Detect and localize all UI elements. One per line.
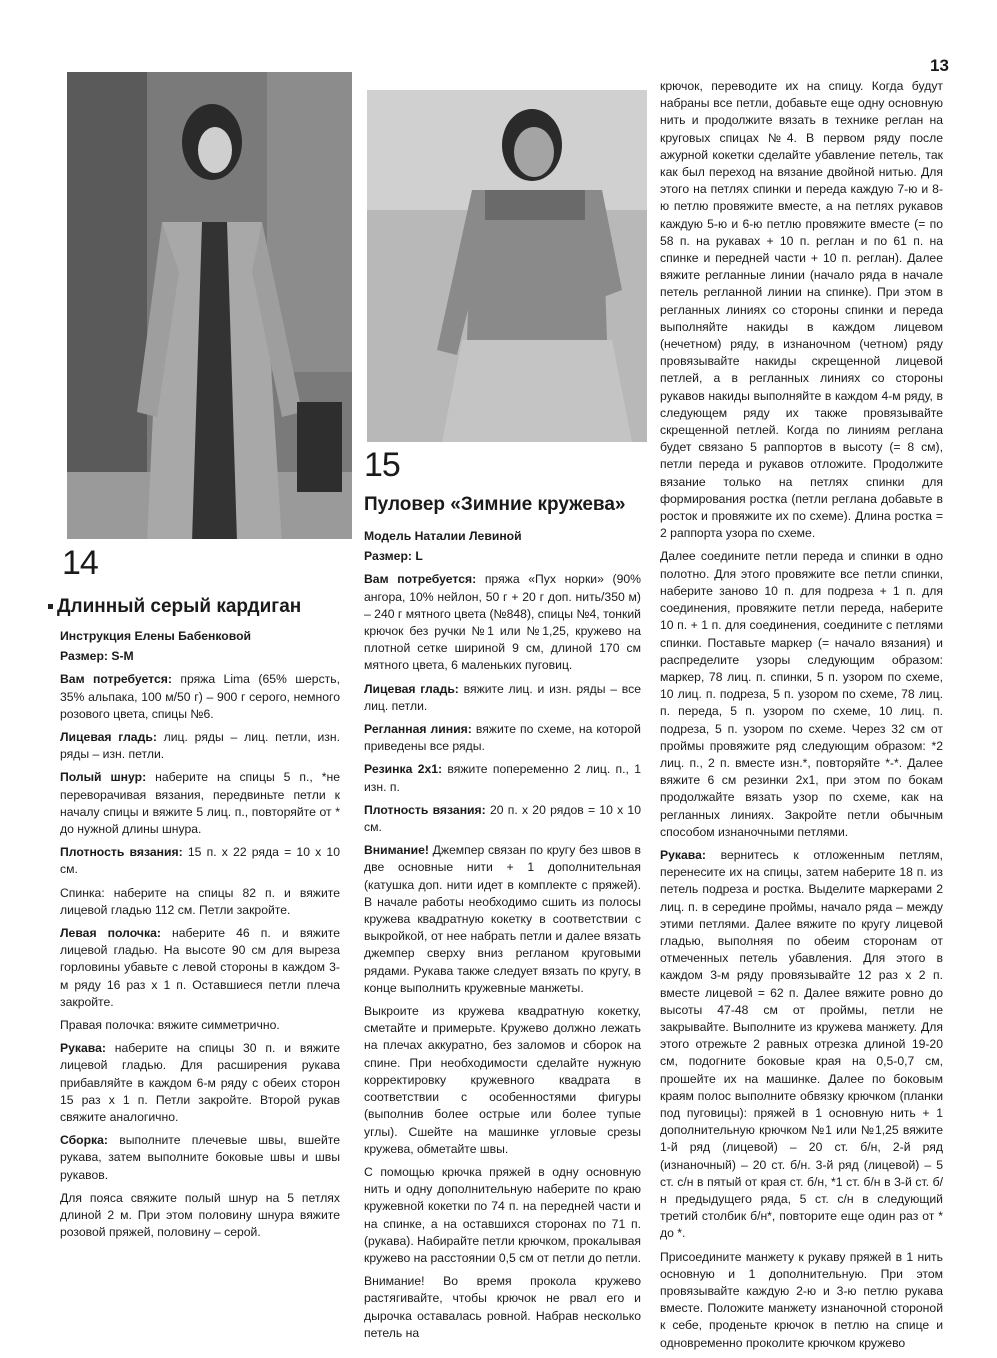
paragraph: Далее соедините петли переда и спинки в одно полотно. Для этого провяжите все петли спинки, наберите заново 10 п. для подреза + 1 п. для соединения, провяжите петли переда, наберите 10 п. + 1 п. для соединения, соедините с петлями спинки. Поставьте маркер (= начало вязания) и распределите узоры следующим образом: маркер, 78 лиц. п. спинки, 5 п. узором по схеме, 10 лиц. п. подреза, 5 п. узором по схеме, 78 лиц. п. переда, 5 п. узором по схеме, 10 лиц. п. подреза, 5 п. узором по схеме. Через 32 см от проймы провяжите ряд следующим образом: *2 лиц. п., 2 п. вместе изн.*, повторяйте *-*. Далее вяжите 6 см резинки 2х1, при этом по бокам продолжайте вязать узор по схеме, как на регланных линиях. Закройте петли обычным способом изнаночными петлями. xyxy=(660,549,943,839)
paragraph: Полый шнур: наберите на спицы 5 п., *не переворачивая вязания, передвиньте петли к началу спицы и вяжите 5 лиц. п., повторяйте от * до нужной длины шнура. xyxy=(60,770,340,837)
paragraph: Внимание! Во время прокола кружево растягивайте, чтобы крючок не рвал его и дырочка оставалась ровной. Набрав несколько петель на xyxy=(364,1274,641,1340)
model-14-author: Инструкция Елены Бабенковой xyxy=(60,629,252,643)
paragraph: Присоедините манжету к рукаву пряжей в 1 нить основную и 1 дополнительную. При этом провязывайте каждую 2-ю и 3-ю петлю рукава вместе. Положите манжету изнаночной стороной к себе, проденьте крючок в петлю на спице и одновременно проколите крючком кружево xyxy=(660,1249,943,1350)
paragraph: Выкроите из кружева квадратную кокетку, сметайте и примерьте. Кружево должно лежать на плечах аккуратно, без заломов и сборок на спине. При необходимости сделайте нужную корректировку кружевного квадрата в соответствии с особенностями фигуры (выполнив более острые или более тупые углы). Сшейте на машинке угловые срезы кружева, обметайте швы. xyxy=(364,1004,641,1156)
pullover-photo-image xyxy=(367,90,647,442)
model-14-number: 14 xyxy=(62,544,98,582)
model-15-instructions xyxy=(364,528,641,1348)
model-15-size: Размер: L xyxy=(364,549,423,564)
page-number: 13 xyxy=(930,56,949,75)
continued-instructions xyxy=(660,78,943,1358)
paragraph: С помощью крючка пряжей в одну основную нить и одну дополнительную наберите по краю кружевной кокетки по 74 п. на передней части и на спинке, а на оставшихся сторонах по 71 п. (рукава). Набирайте петли крючком, прокалывая кружево на расстоянии 0,5 см от петли до петли. xyxy=(364,1164,641,1265)
model-14-title xyxy=(48,596,301,618)
paragraph: Рукава: вернитесь к отложенным петлям, перенесите их на спицы, затем наберите 18 п. из петель подреза и ростка. Выделите маркерами 2 лиц. п. в середине проймы, начало ряда – между этими петлями. Далее вяжите по кругу лицевой гладью, выполняя по обеим сторонам от отмеченных петель убавления. Для этого в каждом 3-м ряду провязывайте 12 раз х 2 п. вместе лицевой = 62 п. Далее вяжите ровно до высоты 47-48 см от проймы, петли не закрывайте. Выполните из кружева манжету. Для этого отрежьте 2 равных отрезка длиной 19-20 см, подогните боковые края на 0,5-0,7 см, прошейте их на машинке. Далее по боковым краям полос выполните обвязку крючком (планки под пуговицы): пряжей в 1 основную нить + 1 дополнительную крючком №1 или №1,25 вяжите 1-й ряд (лицевой) – 20 ст. б/н, 2-й ряд (изнаночный) – 20 ст. б/н. 3-й ряд (лицевой) – 5 ст. с/н в пятый от края ст. б/н, *1 ст. б/н в 3-й ст. б/н предыдущего ряда, 5 ст. с/н в следующий третий столбик б/н*, повторите еще один раз от * до *. xyxy=(660,847,943,1241)
paragraph: Левая полочка: наберите 46 п. и вяжите лицевой гладью. На высоте 90 см для выреза горловины убавьте с левой стороны в каждом 3-м ряду 16 раз х 1 п. Оставшиеся петли плеча закройте. xyxy=(60,926,340,1009)
model-14-size: Размер: S-M xyxy=(60,649,134,664)
paragraph: Регланная линия: вяжите по схеме, на которой приведены все ряды. xyxy=(364,722,641,754)
paragraph: Вам потребуется: пряжа «Пух норки» (90% ангора, 10% нейлон, 50 г + 20 г доп. нить/350 м) – 240 г мятного цвета (№848), спицы №4, тонкий крючок без ручки №1 или №1,25, кружево на плотной сетке шириной 9 см, длиной 170 см мятного цвета, 6 маленьких пуговиц. xyxy=(364,572,641,673)
paragraph: Для пояса свяжите полый шнур на 5 петлях длиной 2 м. При этом половину шнура вяжите розовой пряжей, половину – серой. xyxy=(60,1190,340,1240)
paragraph: крючок, переводите их на спицу. Когда будут набраны все петли, добавьте еще одну основную нить и продолжите вязать в технике реглан на круговых спицах №4. В первом ряду после ажурной кокетки сделайте убавление петель, так как был переход на вязание двойной нитью. Для этого на петлях спинки и переда каждую 7-ю и 8-ю петлю провяжите вместе, а на петлях рукавов каждую 5-ю и 6-ю петлю провяжите вместе (= по 58 п. на рукавах + 10 п. реглан и по 61 п. на спинке и передней части + 10 п. реглан). Далее вяжите регланные линии (начало ряда в начале петель регланной линии на спинке). При этом в регланных линиях со стороны спинки и переда выполняйте накиды в каждом лицевом (нечетном) ряду, в изнаночном (четном) ряду провязывайте накиды скрещенной лицевой петлей, а в регланных линиях со стороны рукавов накиды выполняйте в каждом 4-м ряду, в следующем ряду их также провязывайте скрещенной петлей. Когда по линиям реглана будет связано 5 раппортов в высоту (= 8 см), петли переда и рукавов отложите. Продолжите вязание только на петлях спинки для формирования ростка (петли реглана добавьте в росток и провяжите их по схеме). Длина ростка = 2 раппорта узора по схеме. xyxy=(660,79,943,541)
cardigan-photo-image xyxy=(67,72,352,539)
paragraph: Правая полочка: вяжите симметрично. xyxy=(60,1018,280,1033)
paragraph: Плотность вязания: 20 п. х 20 рядов = 10 х 10 см. xyxy=(364,802,641,835)
paragraph: Рукава: наберите на спицы 30 п. и вяжите лицевой гладью. Для расширения рукава прибавляйте в каждом 6-м ряду с обеих сторон 15 раз х 1 п. Петли закройте. Второй рукав свяжите аналогично. xyxy=(60,1041,340,1125)
paragraph: Лицевая гладь: лиц. ряды – лиц. петли, изн. ряды – изн. петли. xyxy=(60,730,340,762)
paragraph: Сборка: выполните плечевые швы, вшейте рукава, затем выполните боковые швы и швы рукавов. xyxy=(60,1133,340,1182)
paragraph: Спинка: наберите на спицы 82 п. и вяжите лицевой гладью 112 см. Петли закройте. xyxy=(60,885,340,917)
paragraph: Плотность вязания: 15 п. х 22 ряда = 10 х 10 см. xyxy=(60,845,340,877)
paragraph: Резинка 2х1: вяжите попеременно 2 лиц. п., 1 изн. п. xyxy=(364,762,642,794)
model-15-author: Модель Наталии Левиной xyxy=(364,529,522,543)
cardigan-photo xyxy=(67,72,352,539)
model-15-title: Пуловер «Зимние кружева» xyxy=(364,494,626,515)
pullover-photo xyxy=(367,90,647,442)
bullet-icon xyxy=(48,604,53,609)
paragraph: Вам потребуется: пряжа Lima (65% шерсть, 35% альпака, 100 м/50 г) – 900 г серого, немного розового цвета, спицы №6. xyxy=(60,672,340,721)
model-15-number: 15 xyxy=(364,446,400,484)
paragraph: Лицевая гладь: вяжите лиц. и изн. ряды – все лиц. петли. xyxy=(364,681,641,713)
paragraph: Внимание! Джемпер связан по кругу без швов в две основные нити + 1 дополнительная (катушка доп. нити идет в комплекте с пряжей). В начале работы необходимо сшить из полосы кружева квадратную кокетку в соответствии с выкройкой, от нее набрать петли и далее вязать джемпер сверху вниз регланом круговыми рядами. Рукава также следует вязать по кругу, в конце выполнить кружевные манжеты. xyxy=(364,843,641,995)
model-14-instructions xyxy=(60,628,340,1248)
model-14-title-text: Длинный серый кардиган xyxy=(57,596,302,617)
